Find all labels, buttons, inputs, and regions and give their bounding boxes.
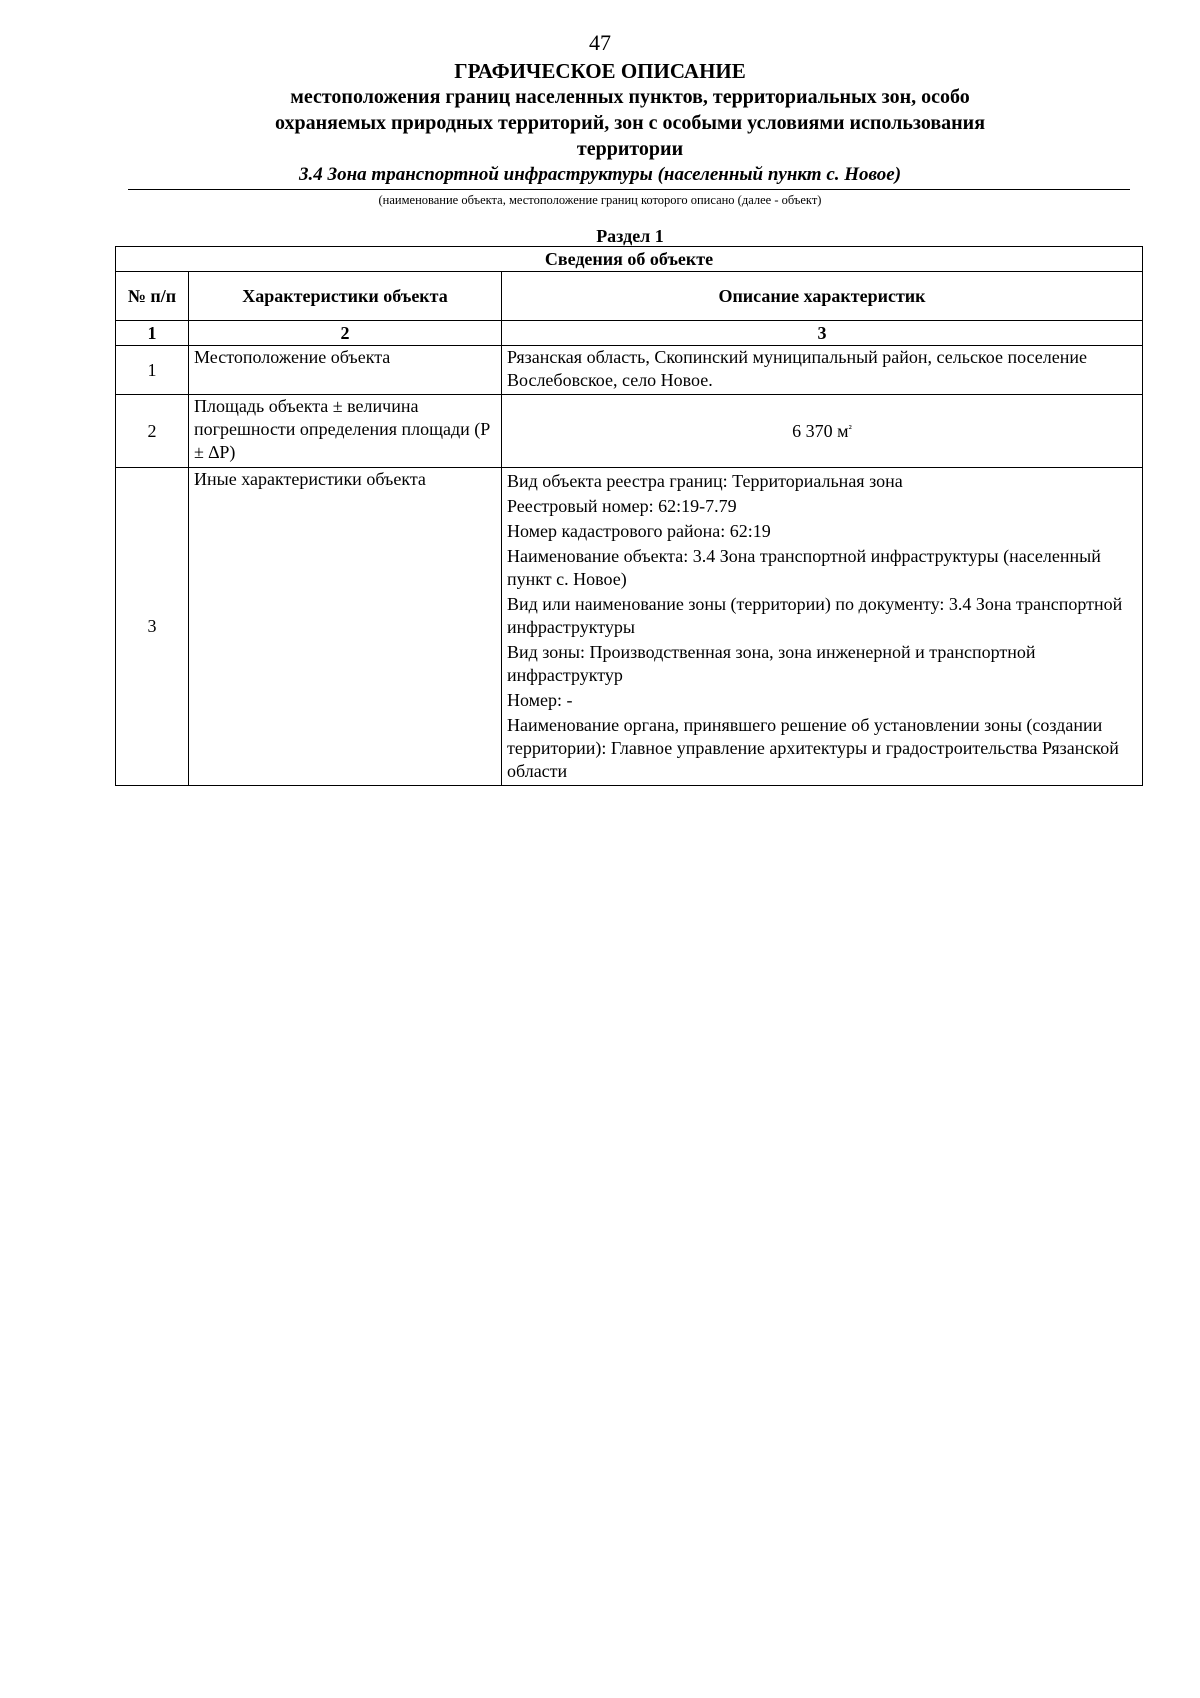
- table-row: [116, 468, 1143, 786]
- document-subtitle: местоположения границ населенных пунктов, территориальных зон, особо охраняемых природных территорий, зон с особыми условиями использования территории: [274, 86, 986, 160]
- row-characteristic: Местоположение объекта: [189, 346, 502, 395]
- table-row: [116, 346, 1143, 395]
- object-name: 3.4 Зона транспортной инфраструктуры (населенный пункт с. Новое): [298, 164, 902, 185]
- detail-line: Номер кадастрового района: 62:19: [507, 521, 771, 541]
- column-number-row: [116, 321, 1143, 346]
- object-name-caption: (наименование объекта, местоположение границ которого описано (далее - объект): [378, 193, 822, 207]
- row-characteristic: Площадь объекта ± величина погрешности определения площади (Р ± ∆Р): [189, 395, 502, 468]
- detail-line: Наименование органа, принявшего решение об установлении зоны (создании территории): Главное управление архитектуры и градостроительства Рязанской области: [507, 715, 1119, 781]
- column-number: 1: [116, 321, 189, 346]
- table-caption-row: [116, 247, 1143, 272]
- header-num-label: № п/п: [127, 286, 177, 306]
- detail-line: Вид объекта реестра границ: Территориальная зона: [507, 471, 903, 491]
- row-number: 3: [116, 468, 189, 786]
- header-num: [116, 272, 189, 321]
- detail-line: Реестровый номер: 62:19-7.79: [507, 496, 737, 516]
- column-number: 2: [189, 321, 502, 346]
- table-caption: Сведения об объекте: [116, 247, 1143, 272]
- header-description: Описание характеристик: [502, 272, 1143, 321]
- row-details: [502, 468, 1143, 786]
- area-value: 6 370 м: [792, 420, 849, 441]
- document-title: ГРАФИЧЕСКОЕ ОПИСАНИЕ: [454, 59, 746, 83]
- object-info-table: [115, 246, 1143, 786]
- page-number: 47: [589, 30, 611, 55]
- detail-line: Вид или наименование зоны (территории) по документу: 3.4 Зона транспортной инфраструктуры: [507, 594, 1123, 637]
- section-title: Раздел 1: [596, 226, 664, 246]
- table-row: [116, 395, 1143, 468]
- detail-line: Вид зоны: Производственная зона, зона инженерной и транспортной инфраструктур: [507, 642, 1036, 685]
- row-characteristic: Иные характеристики объекта: [189, 468, 502, 786]
- column-number: 3: [502, 321, 1143, 346]
- area-unit-superscript: ²: [848, 422, 852, 435]
- row-number: 1: [116, 346, 189, 395]
- row-number: 2: [116, 395, 189, 468]
- table-header-row: [116, 272, 1143, 321]
- detail-line: Наименование объекта: 3.4 Зона транспортной инфраструктуры (населенный пункт с. Новое): [507, 546, 1101, 589]
- row-description: Рязанская область, Скопинский муниципальный район, сельское поселение Вослебовское, село Новое.: [502, 346, 1143, 395]
- detail-line: Номер: -: [507, 690, 573, 710]
- object-name-underline: [128, 189, 1130, 190]
- header-characteristic: Характеристики объекта: [189, 272, 502, 321]
- area-value-cell: [502, 395, 1143, 468]
